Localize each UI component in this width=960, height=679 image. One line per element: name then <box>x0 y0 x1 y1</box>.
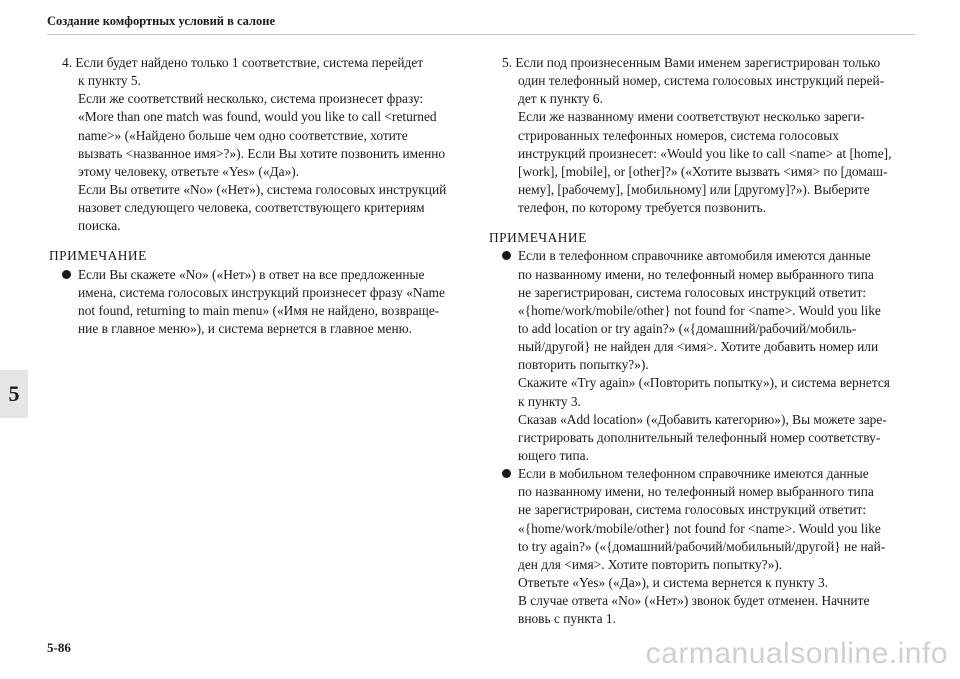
note-bullet-line: to add location or try again?» («{домашний/рабочий/мобиль- <box>518 320 857 336</box>
note-bullet-line <box>62 266 472 284</box>
note-bullet-line: «{home/work/mobile/other} not found for <name>. Would you like <box>518 302 881 318</box>
item4-line: этому человеку, ответьте «Yes» («Да»). <box>78 163 300 179</box>
spacer <box>62 235 472 247</box>
section-tab: 5 <box>0 370 28 418</box>
note-bullet-line: Ответьте «Yes» («Да»), и система вернется к пункту 3. <box>518 574 829 590</box>
item5-line: инструкций произнесет: «Would you like to call <name> at [home], <box>518 145 892 161</box>
item4-line: поиска. <box>78 218 121 234</box>
bullet-icon <box>502 469 511 478</box>
note-bullet-line: ден для <имя>. Хотите повторить попытку?»). <box>518 556 783 572</box>
left-column <box>49 54 472 338</box>
item5-line: Если же названному имени соответствуют несколько зареги- <box>518 109 865 125</box>
note-text: Если в мобильном телефонном справочнике имеются данные <box>518 466 869 482</box>
item4-line: Если Вы ответите «No» («Нет»), система голосовых инструкций <box>78 181 447 197</box>
note-bullet-line <box>502 247 918 265</box>
item5-line: нему], [рабочему], [мобильному] или [другому]?»). Выберите <box>518 181 870 197</box>
item4-line: Если же соответствий несколько, система произнесет фразу: <box>78 91 424 107</box>
note-bullet-line: ный/другой} не найден для <имя>. Хотите добавить номер или <box>518 339 879 355</box>
note-bullet-line: вновь с пункта 1. <box>518 611 616 627</box>
note-bullet-line: гистрировать дополнительный телефонный номер соответству- <box>518 429 881 445</box>
note-bullet-line: не зарегистрирован, система голосовых инструкций ответит: <box>518 502 867 518</box>
item5-line: 5. Если под произнесенным Вами именем зарегистрирован только <box>502 55 881 70</box>
watermark: carmanualsonline.info <box>645 637 948 670</box>
item5-line: [work], [mobile], or [other]?» («Хотите вызвать <имя> по [домаш- <box>518 163 888 179</box>
note-text: Если Вы скажете «No» («Нет») в ответ на все предложенные <box>78 266 425 282</box>
note-heading: ПРИМЕЧАНИЕ <box>49 248 147 264</box>
note-bullet-line: по названному имени, но телефонный номер выбранного типа <box>518 484 874 500</box>
note-text: Если в телефонном справочнике автомобиля имеются данные <box>518 248 871 264</box>
note-heading: ПРИМЕЧАНИЕ <box>489 230 587 246</box>
item4-line: 4. Если будет найдено только 1 соответствие, система перейдет <box>62 55 424 70</box>
spacer <box>502 217 918 229</box>
bullet-icon <box>62 270 71 279</box>
note-bullet-line: по названному имени, но телефонный номер выбранного типа <box>518 266 874 282</box>
note-bullet-line: Скажите «Try again» («Повторить попытку»), и система вернется <box>518 375 890 391</box>
note-bullet-line: not found, returning to main menu» («Имя не найдено, возвраще- <box>78 302 440 318</box>
item5-line: один телефонный номер, система голосовых инструкций перей- <box>518 73 885 89</box>
bullet-icon <box>502 251 511 260</box>
note-bullet-line: Сказав «Add location» («Добавить категорию»), Вы можете заре- <box>518 411 887 427</box>
note-bullet-line: ющего типа. <box>518 447 589 463</box>
page-number: 5-86 <box>47 640 71 655</box>
note-bullet-line: к пункту 3. <box>518 393 581 409</box>
note-bullet-line: В случае ответа «No» («Нет») звонок будет отменен. Начните <box>518 593 870 609</box>
item4-line: name>» («Найдено больше чем одно соответствие, хотите <box>78 127 408 143</box>
note-bullet-line: повторить попытку?»). <box>518 357 649 373</box>
note-bullet-line: ние в главное меню»), и система вернется в главное меню. <box>78 320 412 336</box>
note-bullet-line: имена, система голосовых инструкций произнесет фразу «Name <box>78 284 445 300</box>
item5-line: телефон, по которому требуется позвонить. <box>518 200 766 216</box>
item5-line: стрированных телефонных номеров, система голосовых <box>518 127 839 143</box>
note-bullet-line: to try again?» («{домашний/рабочий/мобильный/другой} не най- <box>518 538 886 554</box>
header-divider <box>47 34 915 35</box>
item4-line: вызвать <названное имя>?»). Если Вы хотите позвонить именно <box>78 145 446 161</box>
item5-line: дет к пункту 6. <box>518 91 603 107</box>
note-bullet-line: не зарегистрирован, система голосовых инструкций ответит: <box>518 284 867 300</box>
item4-line: «More than one match was found, would you like to call <returned <box>78 109 437 125</box>
page-header-title: Создание комфортных условий в салоне <box>47 14 276 28</box>
item4-line: к пункту 5. <box>78 73 141 89</box>
right-column <box>489 54 918 628</box>
note-bullet-line: «{home/work/mobile/other} not found for <name>. Would you like <box>518 520 881 536</box>
note-bullet-line <box>502 465 918 483</box>
item4-line: назовет следующего человека, соответствующего критериям <box>78 200 425 216</box>
